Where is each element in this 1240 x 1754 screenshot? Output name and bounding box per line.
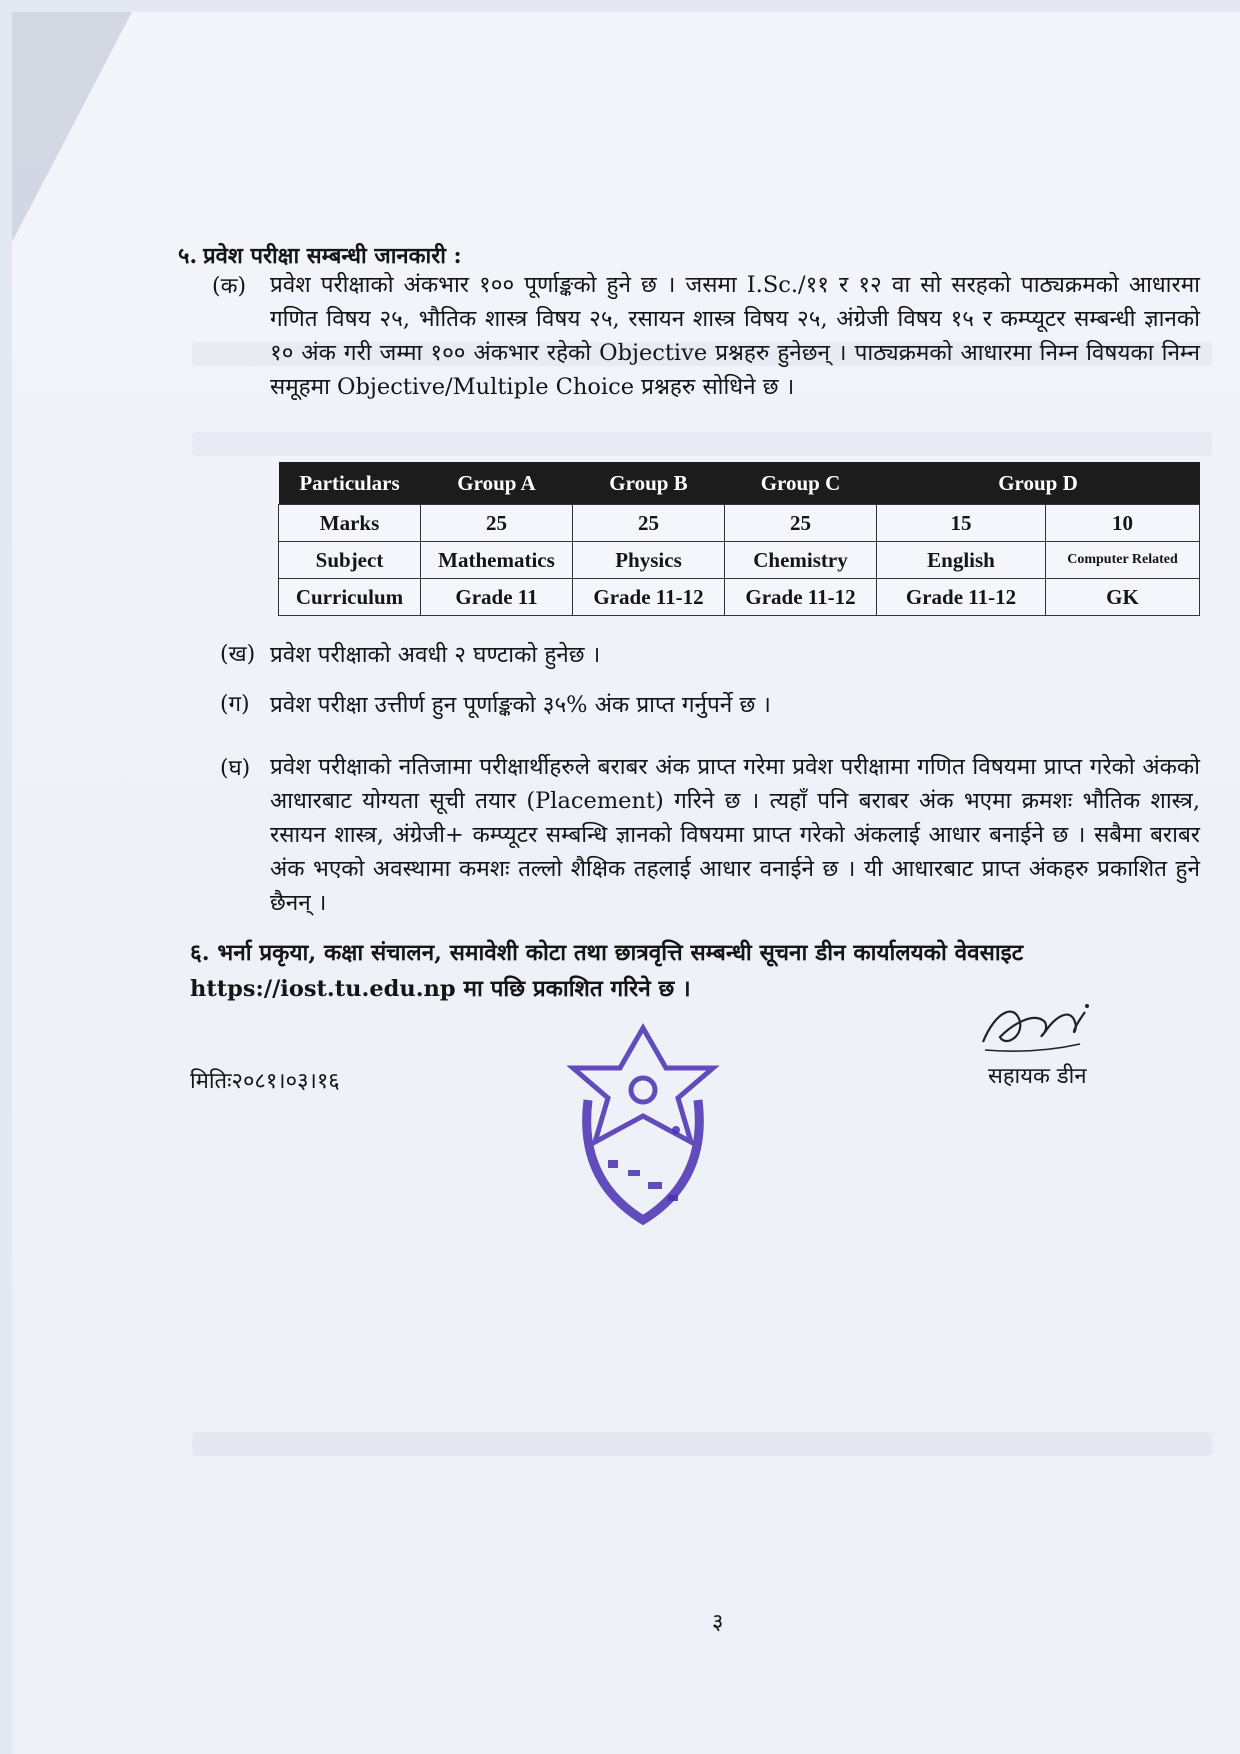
table-cell: Mathematics	[421, 542, 573, 579]
table-cell: Grade 11	[421, 579, 573, 616]
page-number: ३	[712, 1610, 724, 1635]
signatory-title: सहायक डीन	[988, 1064, 1087, 1089]
table-cell: GK	[1046, 579, 1200, 616]
table-header-row	[279, 462, 1200, 505]
section-number: ५.	[178, 243, 198, 269]
bleed-through-line	[192, 432, 1212, 456]
item-kha-marker: (ख)	[220, 642, 256, 667]
row-label: Marks	[279, 505, 421, 542]
table-cell: English	[877, 542, 1046, 579]
table-cell: Physics	[573, 542, 725, 579]
table-header: Group D	[877, 462, 1200, 505]
section-6-suffix: मा पछि प्रकाशित गरिने छ ।	[455, 976, 691, 1002]
table-row	[279, 505, 1200, 542]
signature-image	[975, 992, 1095, 1062]
bleed-through-line	[192, 1432, 1212, 1456]
exam-groups-table	[278, 462, 1200, 616]
issue-date: मितिः२०८१।०३।१६	[190, 1069, 340, 1094]
table-header: Group A	[421, 462, 573, 505]
table-cell: 25	[573, 505, 725, 542]
table-cell: 15	[877, 505, 1046, 542]
table-cell: Grade 11-12	[573, 579, 725, 616]
table-header: Group C	[725, 462, 877, 505]
table-header: Group B	[573, 462, 725, 505]
item-ka-marker: (क)	[212, 274, 247, 299]
website-link[interactable]: https://iost.tu.edu.np	[190, 976, 456, 1002]
item-gha-text: प्रवेश परीक्षाको नतिजामा परीक्षार्थीहरुले बराबर अंक प्राप्त गरेमा प्रवेश परीक्षामा गणित विषयमा प्राप्त गरेको अंकको आधारबाट योग्यता सूची तयार (Placement) गरिने छ । त्यहाँ पनि बराबर अंक भएमा क्रमशः भौतिक शास्त्र, रसायन शास्त्र, अंग्रेजी+ कम्प्यूटर सम्बन्धि ज्ञानको विषयमा प्राप्त गरेको अंकलाई आधार बनाईने छ । सबैमा बराबर अंक भएको अवस्थामा कमशः तल्लो शैक्षिक तहलाई आधार वनाईने छ । यी आधारबाट प्राप्त अंकहरु प्रकाशित हुने छैनन् ।	[270, 754, 1200, 916]
table-cell: Chemistry	[725, 542, 877, 579]
row-label: Curriculum	[279, 579, 421, 616]
table-cell: 10	[1046, 505, 1200, 542]
table-row	[279, 579, 1200, 616]
table-cell: Computer Related	[1046, 542, 1200, 579]
table-header: Particulars	[279, 462, 421, 505]
section-6-text: भर्ना प्रकृया, कक्षा संचालन, समावेशी कोटा तथा छात्रवृत्ति सम्बन्धी सूचना डीन कार्यालयको वेवसाइट	[217, 940, 1024, 966]
folded-corner	[12, 12, 132, 242]
table-row	[279, 542, 1200, 579]
item-ka-text: प्रवेश परीक्षाको अंकभार १०० पूर्णाङ्कको हुने छ । जसमा I.Sc./११ र १२ वा सो सरहको पाठ्यक्रमको आधारमा गणित विषय २५, भौतिक शास्त्र विषय २५, रसायन शास्त्र विषय २५, अंग्रेजी विषय १५ र कम्प्यूटर सम्बन्धी ज्ञानको १० अंक गरी जम्मा १०० अंकभार रहेको Objective प्रश्नहरु हुनेछन् । पाठ्यक्रमको आधारमा निम्न विषयका निम्न समूहमा Objective/Multiple Choice प्रश्नहरु सोधिने छ ।	[270, 272, 1200, 400]
table-cell: 25	[421, 505, 573, 542]
item-kha-text: प्रवेश परीक्षाको अवधी २ घण्टाको हुनेछ ।	[270, 642, 601, 668]
row-label: Subject	[279, 542, 421, 579]
section-5-title	[178, 240, 462, 270]
table-cell: Grade 11-12	[877, 579, 1046, 616]
item-ga-text: प्रवेश परीक्षा उत्तीर्ण हुन पूर्णाङ्कको ३५% अंक प्राप्त गर्नुपर्ने छ ।	[270, 692, 771, 718]
item-ga-marker: (ग)	[220, 692, 250, 717]
section-title-text: प्रवेश परीक्षा सम्बन्धी जानकारी :	[203, 243, 462, 269]
section-number: ६.	[190, 940, 210, 966]
official-stamp-image	[548, 1020, 738, 1240]
table-cell: 25	[725, 505, 877, 542]
table-cell: Grade 11-12	[725, 579, 877, 616]
item-gha-marker: (घ)	[220, 756, 251, 781]
